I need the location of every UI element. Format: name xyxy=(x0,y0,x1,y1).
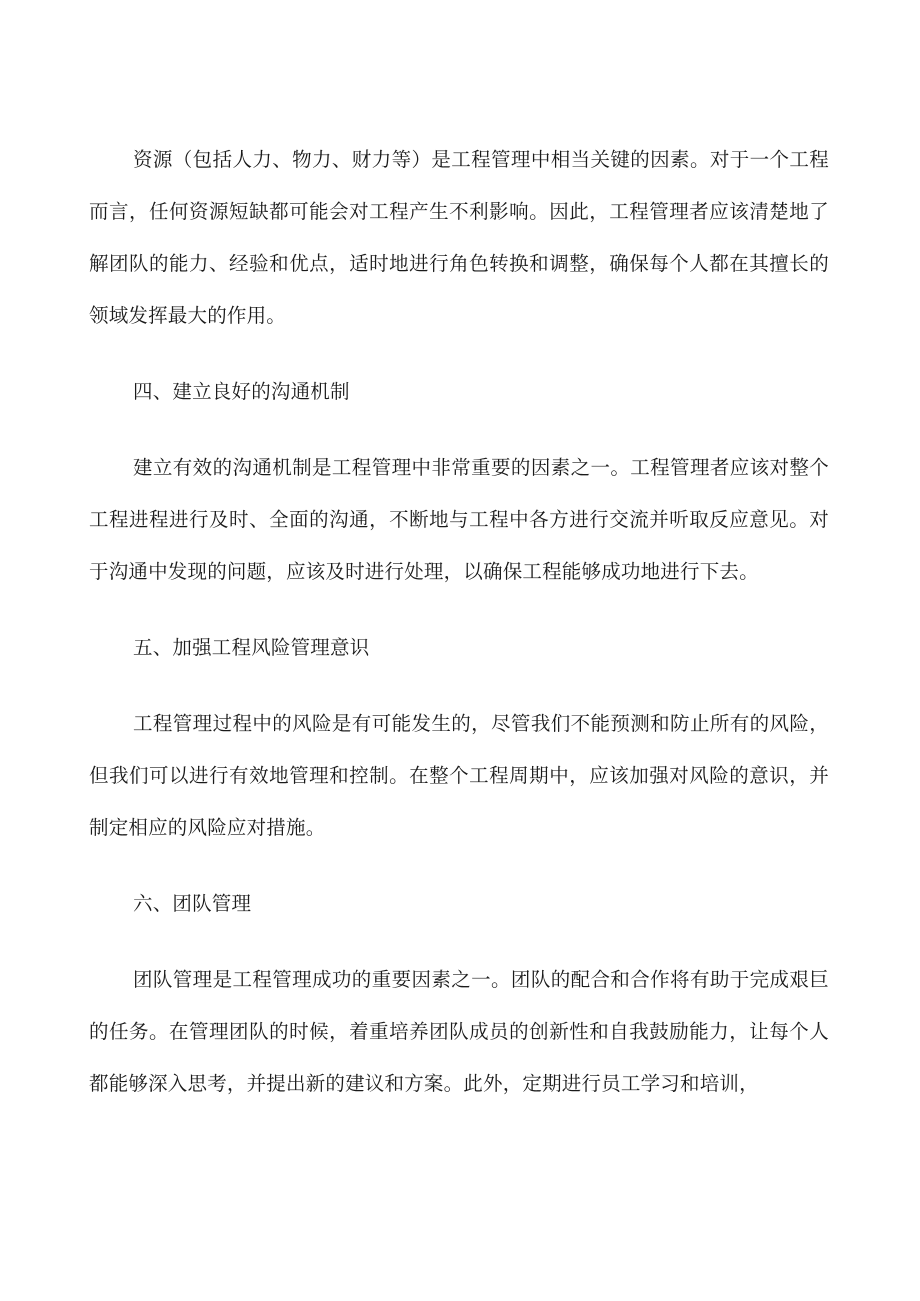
spacer xyxy=(89,854,829,878)
document-page xyxy=(89,134,829,1110)
paragraph-team-management: 团队管理是工程管理成功的重要因素之一。团队的配合和合作将有助于完成艰巨的任务。在管理团队的时候，着重培养团队成员的创新性和自我鼓励能力，让每个人都能够深入思考，并提出新的建议和方案。此外，定期进行员工学习和培训， xyxy=(89,968,829,1095)
spacer xyxy=(89,418,829,442)
spacer xyxy=(89,674,829,698)
heading-team-management: 六、团队管理 xyxy=(133,892,252,915)
spacer xyxy=(89,930,829,954)
spacer xyxy=(89,598,829,622)
paragraph-communication: 建立有效的沟通机制是工程管理中非常重要的因素之一。工程管理者应该对整个工程进程进行及时、全面的沟通，不断地与工程中各方进行交流并听取反应意见。对于沟通中发现的问题，应该及时进行处理，以确保工程能够成功地进行下去。 xyxy=(89,456,829,583)
heading-communication: 四、建立良好的沟通机制 xyxy=(133,380,350,403)
heading-risk-management: 五、加强工程风险管理意识 xyxy=(133,636,370,659)
paragraph-resources: 资源（包括人力、物力、财力等）是工程管理中相当关键的因素。对于一个工程而言，任何资源短缺都可能会对工程产生不利影响。因此，工程管理者应该清楚地了解团队的能力、经验和优点，适时地进行角色转换和调整，确保每个人都在其擅长的领域发挥最大的作用。 xyxy=(89,148,829,327)
spacer xyxy=(89,342,829,366)
paragraph-risk-management: 工程管理过程中的风险是有可能发生的，尽管我们不能预测和防止所有的风险，但我们可以进行有效地管理和控制。在整个工程周期中，应该加强对风险的意识，并制定相应的风险应对措施。 xyxy=(89,712,829,839)
